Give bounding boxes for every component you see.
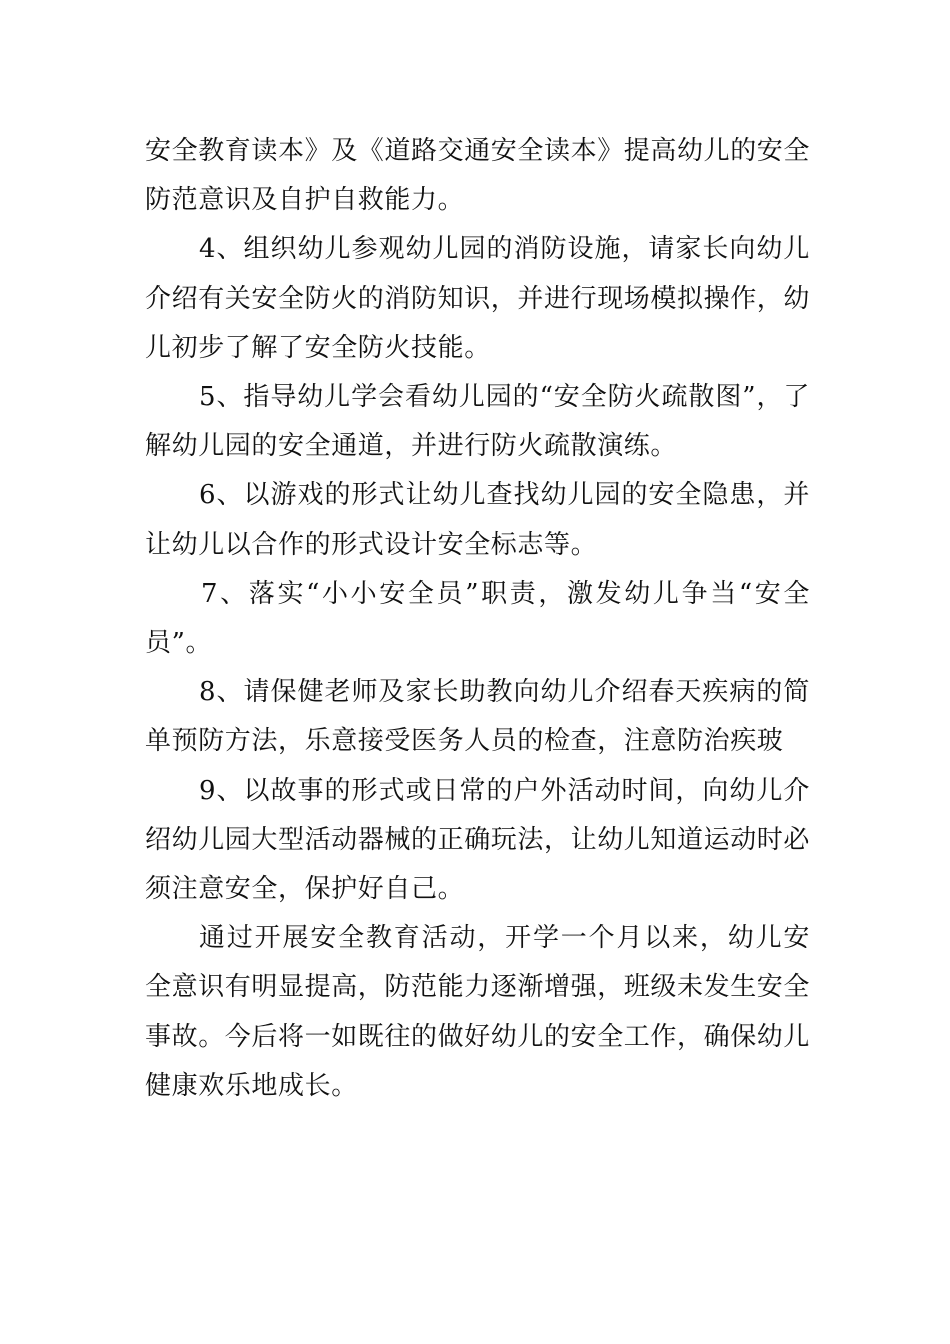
paragraph-item-9: 9、以故事的形式或日常的户外活动时间，向幼儿介绍幼儿园大型活动器械的正确玩法，让幼儿知道运动时必须注意安全，保护好自己。 bbox=[145, 775, 811, 905]
paragraph-conclusion: 通过开展安全教育活动，开学一个月以来，幼儿安全意识有明显提高，防范能力逐渐增强，班级未发生安全事故。今后将一如既往的做好幼儿的安全工作，确保幼儿健康欢乐地成长。 bbox=[145, 923, 811, 1101]
paragraph-item-5: 5、指导幼儿学会看幼儿园的“安全防火疏散图”，了解幼儿园的安全通道，并进行防火疏散演练。 bbox=[145, 382, 810, 462]
paragraph-item-4: 4、组织幼儿参观幼儿园的消防设施，请家长向幼儿介绍有关安全防火的消防知识，并进行现场模拟操作，幼儿初步了解了安全防火技能。 bbox=[145, 234, 811, 363]
paragraph-continuation: 安全教育读本》及《道路交通安全读本》提高幼儿的安全防范意识及自护自救能力。 bbox=[145, 136, 811, 216]
paragraph-item-7: 7、落实“小小安全员”职责，激发幼儿争当“安全员”。 bbox=[145, 578, 810, 659]
document-body bbox=[145, 127, 810, 1111]
paragraph-item-6: 6、以游戏的形式让幼儿查找幼儿园的安全隐患，并让幼儿以合作的形式设计安全标志等。 bbox=[145, 480, 810, 560]
paragraph-item-8: 8、请保健老师及家长助教向幼儿介绍春天疾病的简单预防方法，乐意接受医务人员的检查，注意防治疾玻 bbox=[145, 677, 810, 757]
